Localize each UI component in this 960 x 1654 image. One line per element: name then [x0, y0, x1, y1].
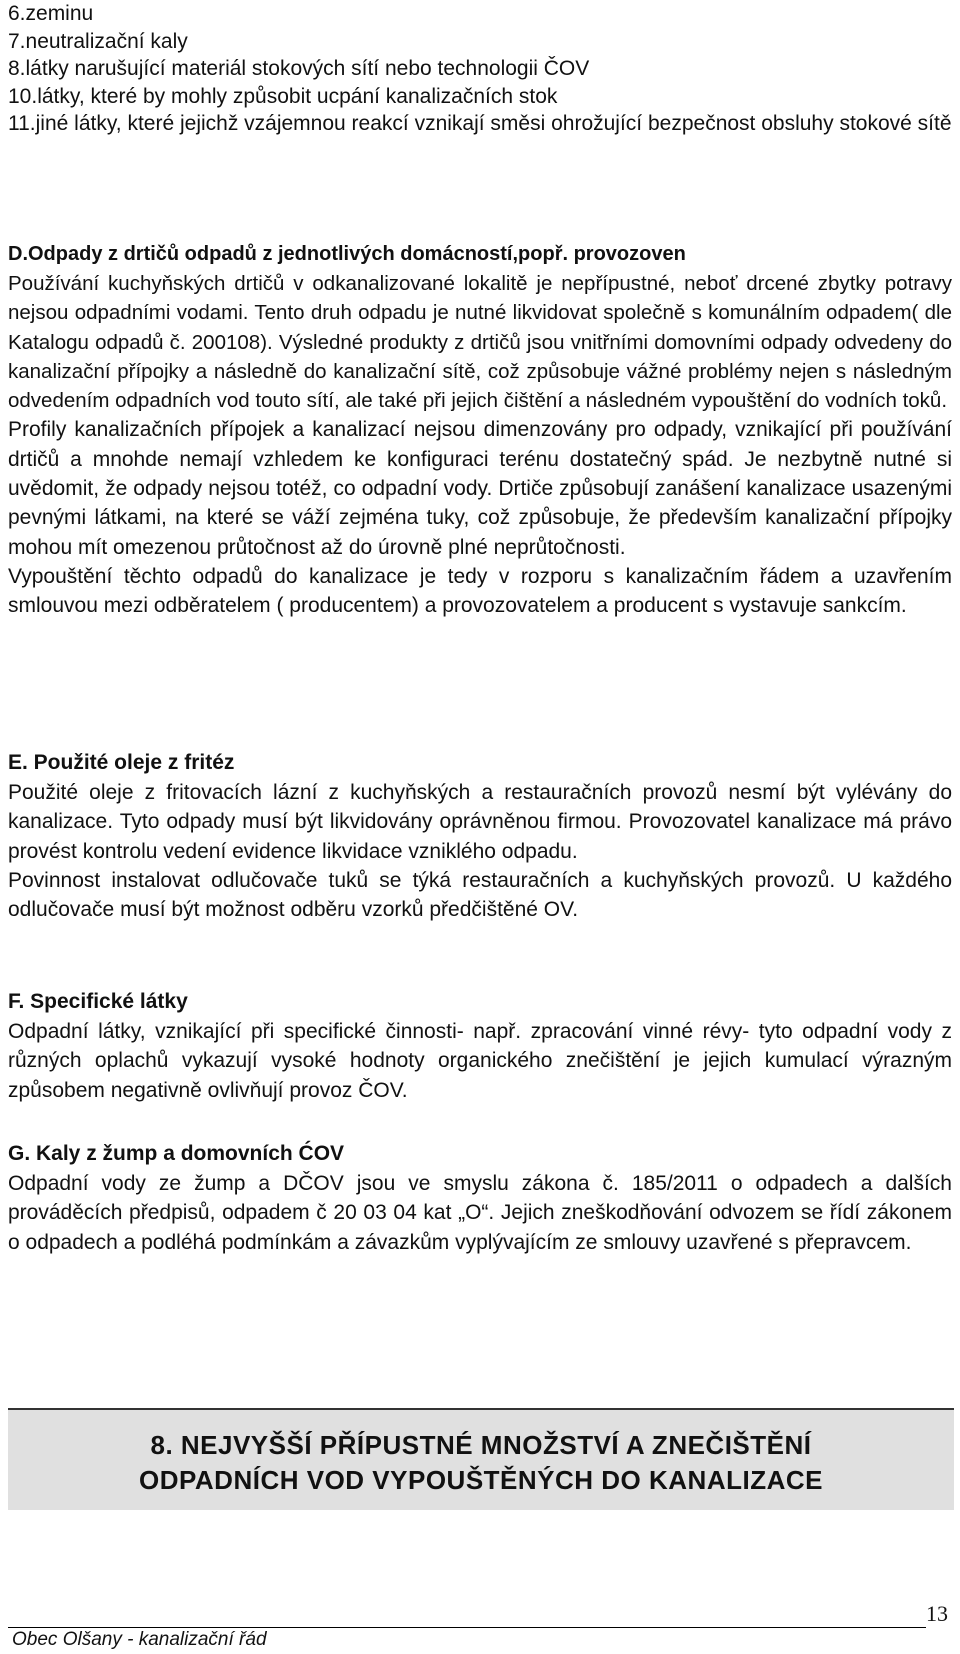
list-item: 7.neutralizační kaly [8, 29, 188, 53]
section-d-paragraph-1: Používání kuchyňských drtičů v odkanalizované lokalitě je nepřípustné, neboť drcené zbytky potravy nejsou odpadními vodami. Tento druh odpadu je nutné likvidovat společně s komunálním odpadem( dle Katalogu odpadů č. 200108). Výsledné produkty z drtičů jsou vnitřními domovními odpady odvedeny do kanalizační přípojky a následně do kanalizační sítě, což způsobuje vážné problémy nejen s následným odvedením odpadních vod touto sítí, ale také při jejich čištění a následném vypouštění do vodních toků. [8, 272, 952, 413]
chapter-title-line-2: ODPADNÍCH VOD VYPOUŠTĚNÝCH DO KANALIZACE [138, 1465, 823, 1495]
section-d-paragraph-3: Vypouštění těchto odpadů do kanalizace je tedy v rozporu s kanalizačním řádem a uzavřením smlouvou mezi odběratelem ( producentem) a provozovatelem a producent s vystavuje sankcím. [8, 564, 952, 618]
footer-document-name: Obec Olšany - kanalizační řád [12, 1629, 267, 1650]
section-d-paragraph-2: Profily kanalizačních přípojek a kanalizací nejsou dimenzovány pro odpady, vznikající při používání drtičů a mnohde nemají vzhledem ke konfiguraci terénu dostatečný spád. Je nezbytně nutné si uvědomit, že odpady nejsou totéž, co odpadní vody. Drtiče způsobují zanášení kanalizace usazenými pevnými látkami, na které se váží zejména tuky, což způsobuje, že především kanalizační přípojky mohou mít omezenou průtočnost až do úrovně plné neprůtočnosti. [8, 418, 952, 559]
section-e-paragraph-2: Povinnost instalovat odlučovače tuků se týká restauračních a kuchyňských provozů. U každého odlučovače musí být možnost odběru vzorků předčištěné OV. [8, 868, 952, 922]
section-e-paragraph-1: Použité oleje z fritovacích lázní z kuchyňských a restauračních provozů nesmí být vylévány do kanalizace. Tyto odpady musí být likvidovány oprávněnou firmou. Provozovatel kanalizace má právo provést kontrolu vedení evidence likvidace vzniklého odpadu. [8, 781, 952, 863]
section-d [8, 239, 952, 621]
section-f [8, 987, 952, 1105]
list-item: 11.jiné látky, které jejichž vzájemnou reakcí vznikají směsi ohrožující bezpečnost obsluhy stokové sítě [8, 112, 952, 135]
section-f-heading: F. Specifické látky [8, 990, 188, 1013]
section-g-paragraph-1: Odpadní vody ze žump a DČOV jsou ve smyslu zákona č. 185/2011 o odpadech a dalších prováděcích předpisů, odpadem č 20 03 04 kat „O“. Jejich zneškodňování odvozem se řídí zákonem o odpadech a podléhá podmínkám a závazkům vyplývajícím ze smlouvy uzavřené s přepravcem. [8, 1172, 952, 1254]
section-e-heading: E. Použité oleje z fritéz [8, 751, 235, 774]
prohibited-substances-list [8, 0, 953, 138]
section-f-paragraph-1: Odpadní látky, vznikající při specifické činnosti- např. zpracování vinné révy- tyto odpadní vody z různých oplachů vykazují vysoké hodnoty organického znečištění je jejich kumulací výrazným způsobem negativně ovlivňují provoz ČOV. [8, 1020, 952, 1102]
chapter-title [8, 1428, 954, 1498]
page-number: 13 [926, 1601, 948, 1626]
section-d-heading: D.Odpady z drtičů odpadů z jednotlivých domácností,popř. provozoven [8, 243, 686, 265]
list-item: 10.látky, které by mohly způsobit ucpání kanalizačních stok [8, 84, 558, 108]
section-g [8, 1139, 952, 1257]
chapter-banner [8, 1408, 954, 1510]
chapter-title-line-1: 8. NEJVYŠŠÍ PŘÍPUSTNÉ MNOŽSTVÍ A ZNEČIŠTĚNÍ [150, 1430, 812, 1460]
list-item: 6.zeminu [8, 2, 94, 25]
section-e [8, 748, 952, 924]
list-item: 8.látky narušující materiál stokových sítí nebo technologii ČOV [8, 57, 590, 80]
section-g-heading: G. Kaly z žump a domovních ĆOV [8, 1142, 345, 1165]
